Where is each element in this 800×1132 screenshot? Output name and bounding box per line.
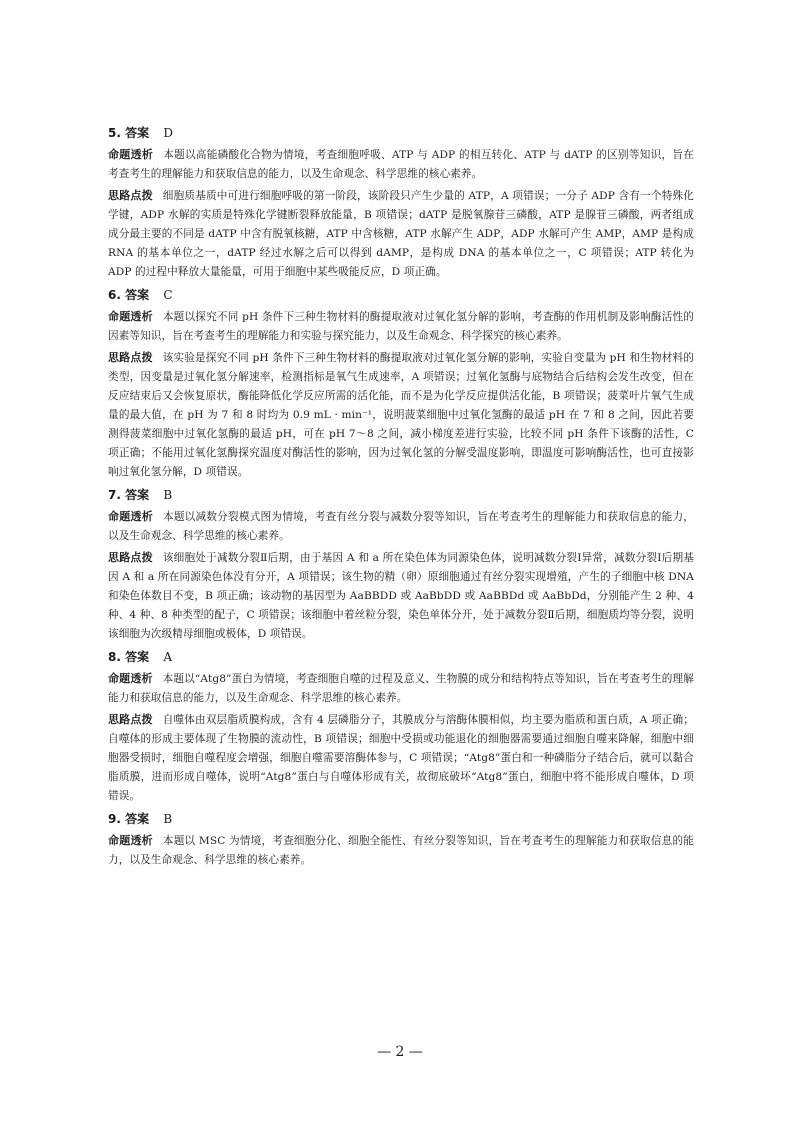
question-number: 6.	[108, 288, 121, 302]
hint-text: 该实验是探究不同 pH 条件下三种生物材料的酶提取液对过氧化氢分解的影响，实验自变量为 pH 和生物材料的类型，因变量是过氧化氢分解速率，检测指标是氧气生成速率，A 项错误；过氧化氢酶与底物结合后结构会发生改变，但在反应结束后又会恢复原状，酶能降低化学反应所需的活化能，而不是为化学反应提供活化能，B 项错误；菠菜叶片氧气生成量的最大值，在 pH 为 7 和 8 时均为 0.9 mL · min⁻¹，说明菠菜细胞中过氧化氢酶的最适 pH 在 7 和 8 之间，因此若要测得菠菜细胞中过氧化氢酶的最适 pH，可在 pH 7～8 之间，减小梯度差进行实验，比较不同 pH 条件下该酶的活性，C 项正确；不能用过氧化氢酶探究温度对酶活性的影响，因为过氧化氢的分解受温度影响，即温度可影响酶活性，也可直接影响过氧化氢分解，D 项错误。	[108, 352, 694, 478]
analysis-label: 命题透析	[108, 148, 154, 161]
question-number: 9.	[108, 812, 121, 826]
answer-letter: D	[163, 126, 173, 140]
answer-letter: B	[163, 488, 173, 502]
answer-list	[108, 124, 694, 874]
question-number: 5.	[108, 126, 121, 140]
analysis-paragraph	[108, 831, 694, 870]
answer-line	[108, 810, 694, 829]
analysis-label: 命题透析	[108, 310, 153, 323]
analysis-label: 命题透析	[108, 672, 153, 685]
answer-line	[108, 286, 694, 305]
analysis-label: 命题透析	[108, 834, 153, 847]
answer-letter: A	[163, 650, 172, 664]
answer-item-7	[108, 486, 694, 644]
hint-text: 细胞质基质中可进行细胞呼吸的第一阶段，该阶段只产生少量的 ATP，A 项错误；一分子 ADP 含有一个特殊化学键，ADP 水解的实质是特殊化学键断裂释放能量，B 项错误；dATP 是脱氧腺苷三磷酸，ATP 是腺苷三磷酸，两者组成成分最主要的不同是 dATP 中含有脱氧核糖，ATP 中含核糖，ATP 水解产生 ADP，ADP 水解可产生 AMP，AMP 是构成 RNA 的基本单位之一，dATP 经过水解之后可以得到 dAMP，是构成 DNA 的基本单位之一，C 项错误；ATP 转化为 ADP 的过程中释放大量能量，可用于细胞中某些吸能反应，D 项正确。	[108, 190, 694, 278]
answer-item-8	[108, 648, 694, 806]
answer-label: 答案	[125, 126, 150, 140]
hint-paragraph	[108, 186, 694, 282]
answer-label: 答案	[125, 812, 150, 826]
hint-label: 思路点拨	[108, 713, 153, 726]
analysis-paragraph	[108, 507, 694, 546]
answer-label: 答案	[125, 288, 150, 302]
analysis-label: 命题透析	[108, 510, 153, 523]
analysis-text: 本题以“Atg8”蛋白为情境，考查细胞自噬的过程及意义、生物膜的成分和结构特点等知识，旨在考查考生的理解能力和获取信息的能力，以及生命观念、科学思维的核心素养。	[108, 673, 694, 704]
hint-paragraph	[108, 348, 694, 482]
question-number: 7.	[108, 488, 121, 502]
hint-paragraph	[108, 548, 694, 644]
hint-label: 思路点拨	[108, 351, 153, 364]
answer-label: 答案	[125, 650, 150, 664]
analysis-paragraph	[108, 145, 694, 184]
answer-item-9	[108, 810, 694, 870]
analysis-text: 本题以探究不同 pH 条件下三种生物材料的酶提取液对过氧化氢分解的影响，考查酶的作用机制及影响酶活性的因素等知识，旨在考查考生的理解能力和实验与探究能力，以及生命观念、科学探究的核心素养。	[108, 311, 694, 342]
analysis-text: 本题以 MSC 为情境，考查细胞分化、细胞全能性、有丝分裂等知识，旨在考查考生的理解能力和获取信息的能力，以及生命观念、科学思维的核心素养。	[108, 835, 694, 866]
analysis-text: 本题以高能磷酸化合物为情境，考查细胞呼吸、ATP 与 ADP 的相互转化、ATP 与 dATP 的区别等知识，旨在考查考生的理解能力和获取信息的能力，以及生命观念、科学思维的核心素养。	[108, 149, 695, 180]
answer-line	[108, 124, 694, 143]
analysis-paragraph	[108, 307, 694, 346]
question-number: 8.	[108, 650, 121, 664]
answer-letter: C	[163, 288, 173, 302]
hint-paragraph	[108, 710, 694, 806]
hint-text: 自噬体由双层脂质膜构成，含有 4 层磷脂分子，其膜成分与溶酶体膜相似，均主要为脂质和蛋白质，A 项正确；自噬体的形成主要体现了生物膜的流动性，B 项错误；细胞中受损或功能退化的细胞器需要通过细胞自噬来降解，细胞中细胞器受损时，细胞自噬程度会增强，细胞自噬需要溶酶体参与，C 项错误；“Atg8”蛋白和一种磷脂分子结合后，就可以黏合脂质膜，进而形成自噬体，说明“Atg8”蛋白与自噬体形成有关，故彻底破坏“Atg8”蛋白，细胞中将不能形成自噬体，D 项错误。	[108, 714, 694, 802]
hint-label: 思路点拨	[108, 189, 153, 202]
analysis-paragraph	[108, 669, 694, 708]
hint-label: 思路点拨	[108, 551, 153, 564]
hint-text: 该细胞处于减数分裂Ⅱ后期，由于基因 A 和 a 所在染色体为同源染色体，说明减数分裂Ⅰ异常，减数分裂Ⅰ后期基因 A 和 a 所在同源染色体没有分开，A 项错误；该生物的精（卵）原细胞通过有丝分裂实现增殖，产生的子细胞中核 DNA 和染色体数目不变，B 项正确；该动物的基因型为 AaBBDD 或 AaBbDD 或 AaBBDd 或 AaBbDd，分别能产生 2 种、4 种、4 种、8 种类型的配子，C 项错误；该细胞中着丝粒分裂，染色单体分开，处于减数分裂Ⅱ后期，细胞质均等分裂，说明该细胞为次级精母细胞或极体，D 项错误。	[108, 552, 694, 640]
answer-label: 答案	[125, 488, 150, 502]
answer-item-5	[108, 124, 694, 282]
answer-letter: B	[163, 812, 173, 826]
answer-line	[108, 486, 694, 505]
answer-line	[108, 648, 694, 667]
page-number: — 2 —	[377, 1044, 423, 1060]
answer-item-6	[108, 286, 694, 482]
analysis-text: 本题以减数分裂模式图为情境，考查有丝分裂与减数分裂等知识，旨在考查考生的理解能力和获取信息的能力，以及生命观念、科学思维的核心素养。	[108, 511, 694, 542]
